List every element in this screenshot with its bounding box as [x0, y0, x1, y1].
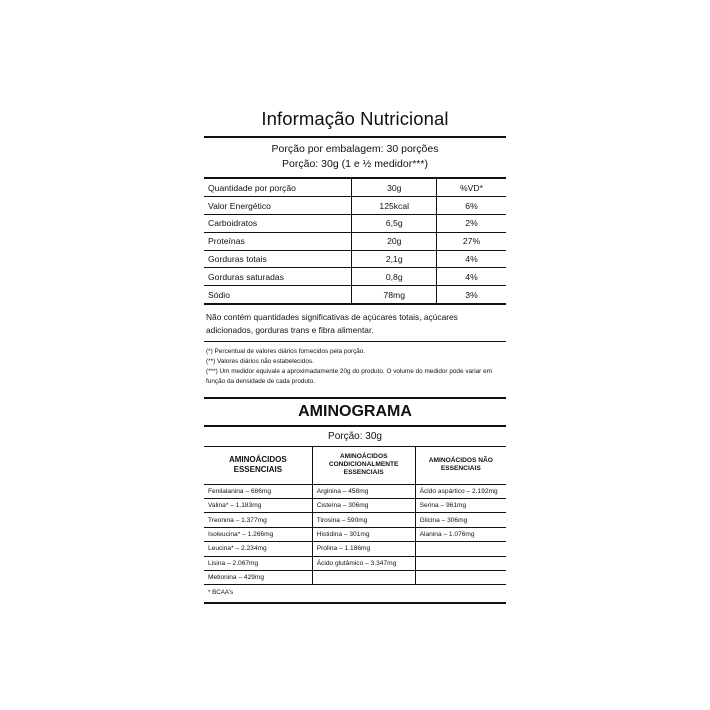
header-quantity-per-serving: Quantidade por porção	[204, 179, 352, 196]
conditional-amino	[312, 570, 415, 584]
nutrient-vd: 2%	[437, 215, 506, 233]
footnote-daily-value: (*) Percentual de valores diários fornecidos pela porção.	[206, 348, 366, 356]
essential-amino: Isoleucina* – 1.266mg	[204, 527, 312, 541]
non-essential-amino: Ácido aspártico – 2.192mg	[415, 484, 506, 498]
nutrient-vd: 4%	[437, 268, 506, 286]
table-row	[204, 215, 506, 233]
non-significant-note: Não contém quantidades significativas de açúcares totais, açúcares adicionados, gorduras trans e fibra alimentar.	[206, 311, 458, 335]
essential-amino: Lisina – 2.067mg	[204, 556, 312, 570]
table-row	[204, 250, 506, 268]
nutrient-amount: 20g	[352, 232, 437, 250]
nutrition-information-panel	[204, 104, 506, 395]
table-row	[204, 513, 506, 527]
table-row	[204, 286, 506, 303]
table-row	[204, 197, 506, 215]
aminogram-panel	[204, 397, 506, 604]
essential-amino: Valina* – 1.183mg	[204, 499, 312, 513]
non-essential-amino: Alanina – 1.076mg	[415, 527, 506, 541]
nutrient-name: Valor Energético	[204, 197, 352, 215]
non-essential-amino	[415, 556, 506, 570]
aminogram-header-row	[204, 447, 506, 484]
header-non-essential-amino-acids: AMINOÁCIDOS NÃO ESSENCIAIS	[415, 447, 506, 484]
table-row	[204, 542, 506, 556]
conditional-amino: Cisteína – 306mg	[312, 499, 415, 513]
non-essential-amino	[415, 542, 506, 556]
essential-amino: Leucina* – 2.234mg	[204, 542, 312, 556]
conditional-amino: Histidina – 301mg	[312, 527, 415, 541]
nutrient-name: Proteínas	[204, 232, 352, 250]
conditional-amino: Prolina – 1.186mg	[312, 542, 415, 556]
conditional-amino: Ácido glutâmico – 3.347mg	[312, 556, 415, 570]
aminogram-table-head	[204, 447, 506, 484]
conditional-amino: Arginina – 458mg	[312, 484, 415, 498]
conditional-amino: Tirosina – 590mg	[312, 513, 415, 527]
nutrition-panel-title: Informação Nutricional	[261, 108, 449, 129]
header-daily-value: %VD*	[437, 179, 506, 196]
essential-amino: Metionina – 429mg	[208, 574, 265, 582]
serving-info	[204, 138, 506, 177]
essential-amino: Fenilalanina – 686mg	[204, 484, 312, 498]
amino-divider-bottom	[204, 602, 506, 604]
table-row	[204, 556, 506, 570]
table-row	[204, 570, 506, 584]
aminogram-title: AMINOGRAMA	[298, 403, 412, 420]
header-conditionally-essential-amino-acids: AMINOÁCIDOS CONDICIONALMENTE ESSENCIAIS	[312, 447, 415, 484]
nutrient-amount: 2,1g	[352, 250, 437, 268]
nutrition-table-body	[204, 179, 506, 302]
nutrition-facts-table	[204, 179, 506, 302]
nutrient-name: Sódio	[208, 289, 230, 300]
nutrient-amount: 125kcal	[352, 197, 437, 215]
nutrient-amount: 0,8g	[352, 268, 437, 286]
nutrient-vd: 27%	[437, 232, 506, 250]
table-row	[204, 499, 506, 513]
essential-amino: Treonina – 1.377mg	[204, 513, 312, 527]
header-essential-amino-acids: AMINOÁCIDOS ESSENCIAIS	[204, 447, 312, 484]
non-essential-amino: Serina – 961mg	[415, 499, 506, 513]
aminogram-table	[204, 447, 506, 584]
nutrient-name: Carboidratos	[204, 215, 352, 233]
table-row	[204, 232, 506, 250]
serving-per-package: Porção por embalagem: 30 porções	[271, 143, 439, 155]
footnote-not-established: (**) Valores diários não estabelecidos.	[206, 358, 314, 366]
nutrient-amount: 78mg	[352, 286, 437, 303]
table-row	[204, 527, 506, 541]
non-essential-amino: Glicina – 306mg	[415, 513, 506, 527]
aminogram-serving: Porção: 30g	[328, 431, 382, 442]
aminogram-table-body	[204, 484, 506, 584]
nutrient-name: Gorduras saturadas	[204, 268, 352, 286]
footnotes	[204, 342, 506, 395]
nutrient-name: Gorduras totais	[204, 250, 352, 268]
aminogram-footnote: * BCAA's	[208, 589, 234, 597]
nutrient-vd: 3%	[437, 286, 506, 303]
table-header-row	[204, 179, 506, 196]
header-serving-amount: 30g	[352, 179, 437, 196]
nutrient-vd: 6%	[437, 197, 506, 215]
nutrient-amount: 6,5g	[352, 215, 437, 233]
table-row	[204, 484, 506, 498]
nutrient-vd: 4%	[437, 250, 506, 268]
non-essential-amino	[415, 570, 506, 584]
footnote-scoop: (***) Um medidor equivale a aproximadamente 20g do produto. O volume do medidor pode variar em função da densidade de cada produto.	[206, 367, 492, 385]
serving-size: Porção: 30g (1 e ½ medidor***)	[282, 158, 428, 171]
table-row	[204, 268, 506, 286]
